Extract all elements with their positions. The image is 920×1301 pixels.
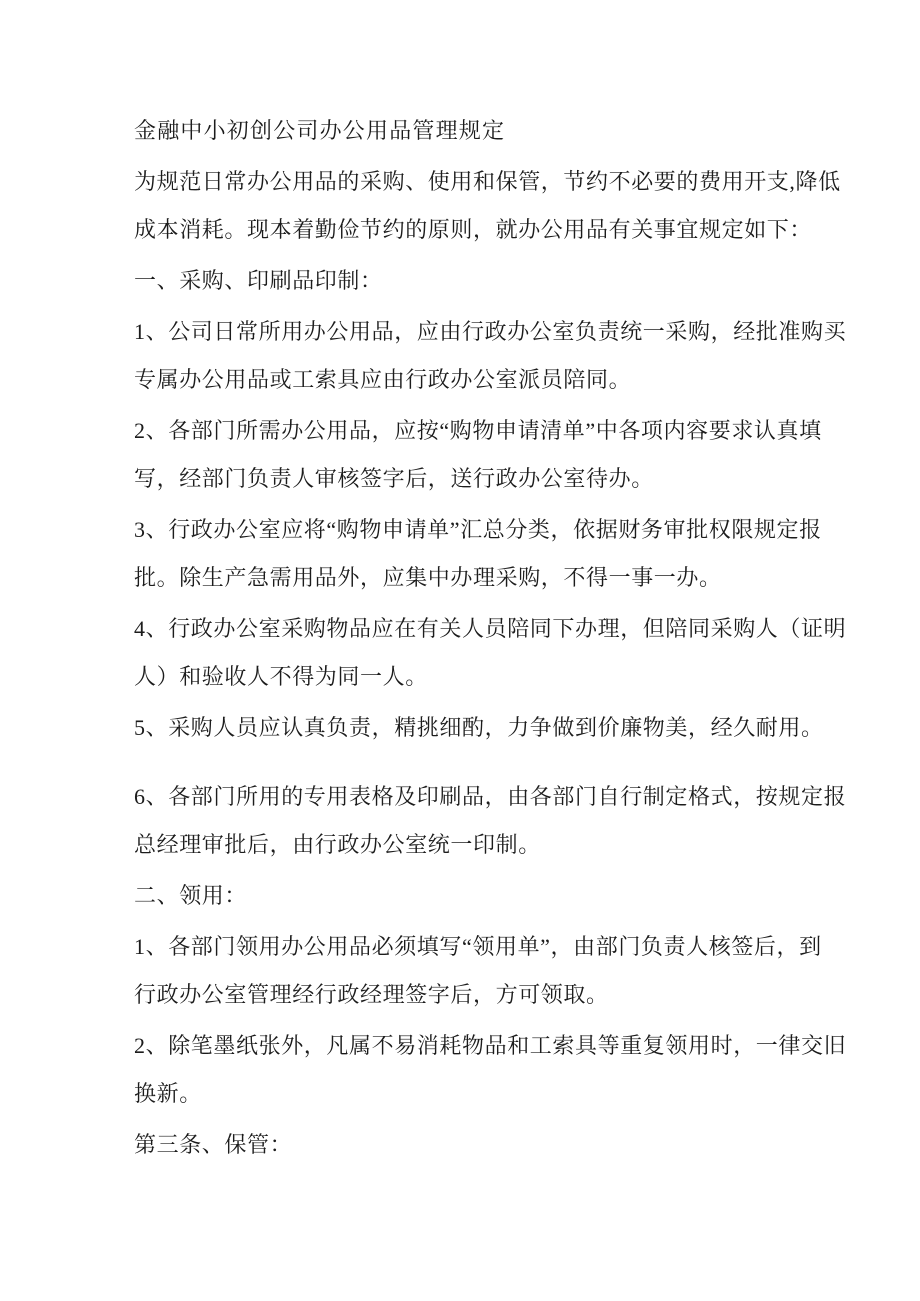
paragraph-section-3-heading [134,1121,794,1169]
text-line: 1、公司日常所用办公用品，应由行政办公室负责统一采购，经批准购买 [134,319,847,344]
text-line: 1、各部门领用办公用品必须填写“领用单”，由部门负责人核签后，到 [134,934,822,959]
text-line: 批。除生产急需用品外，应集中办理采购，不得一事一办。 [134,565,722,590]
text-line: 5、采购人员应认真负责，精挑细酌，力争做到价廉物美，经久耐用。 [134,715,824,740]
paragraph-container [134,158,847,1169]
text-line: 为规范日常办公用品的采购、使用和保管，节约不必要的费用开支,降低 [134,169,841,194]
document-body [134,107,847,1172]
document-title: 金融中小初创公司办公用品管理规定 [134,118,506,143]
text-line: 第三条、保管： [134,1132,293,1157]
paragraph-item-1-1 [134,308,847,404]
text-line: 专属办公用品或工索具应由行政办公室派员陪同。 [134,367,632,392]
text-line: 4、行政办公室采购物品应在有关人员陪同下办理，但陪同采购人（证明 [134,616,847,641]
text-line: 行政办公室管理经行政经理签字后，方可领取。 [134,982,609,1007]
paragraph-item-1-6 [134,773,847,869]
paragraph-item-1-5 [134,704,824,752]
text-line: 二、领用： [134,883,248,908]
paragraph-item-2-1 [134,923,822,1019]
text-line: 换新。 [134,1081,202,1106]
paragraph-preamble [134,158,841,254]
text-line: 一、采购、印刷品印制： [134,268,383,293]
paragraph-item-1-2 [134,407,822,503]
text-line: 总经理审批后，由行政办公室统一印制。 [134,832,541,857]
paragraph-item-1-4 [134,605,847,701]
paragraph-item-2-2 [134,1022,847,1118]
text-line: 3、行政办公室应将“购物申请单”汇总分类，依据财务审批权限规定报 [134,517,822,542]
text-line: 人）和验收人不得为同一人。 [134,664,428,689]
text-line: 6、各部门所用的专用表格及印刷品，由各部门自行制定格式，按规定报 [134,784,847,809]
text-line: 成本消耗。现本着勤俭节约的原则，就办公用品有关事宜规定如下： [134,217,813,242]
text-line: 2、除笔墨纸张外，凡属不易消耗物品和工索具等重复领用时，一律交旧 [134,1033,847,1058]
text-line: 写，经部门负责人审核签字后，送行政办公室待办。 [134,466,654,491]
paragraph-section-1-heading [134,257,794,305]
text-line: 2、各部门所需办公用品，应按“购物申请清单”中各项内容要求认真填 [134,418,822,443]
paragraph-section-2-heading [134,872,794,920]
paragraph-item-1-3 [134,506,822,602]
